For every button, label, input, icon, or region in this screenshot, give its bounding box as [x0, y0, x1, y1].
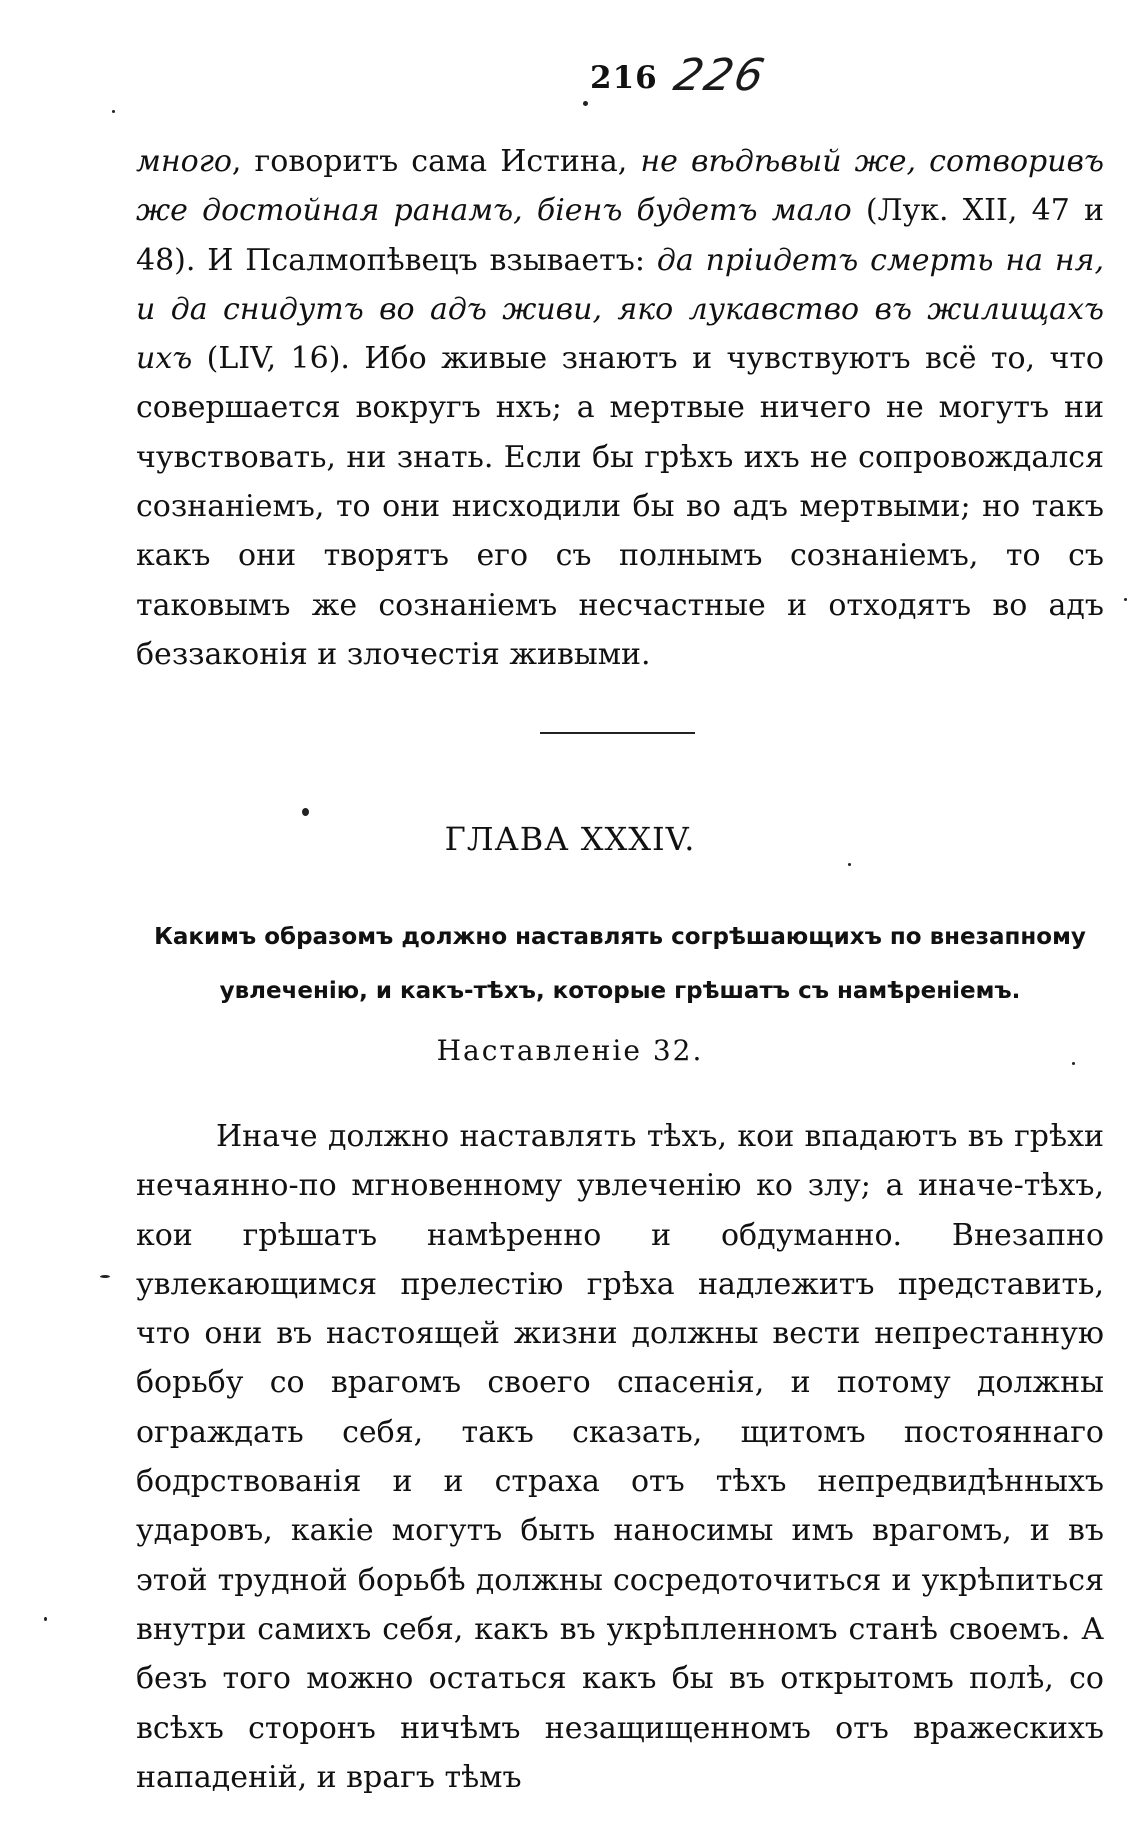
- chapter-heading: ГЛАВА XXXIV.: [444, 820, 696, 858]
- chapter-title: Какимъ образомъ должно наставлять согрѣшающихъ по внезапному увлеченію, и какъ-тѣхъ, которые грѣшатъ съ намѣреніемъ.: [154, 924, 1086, 1004]
- body-paragraph: Иначе должно наставлять тѣхъ, кои впадаютъ въ грѣхи нечаянно-по мгновенному увлеченію ко злу; а иначе-тѣхъ, кои грѣшатъ намѣренно и обдуманно. Внезапно увлекающимся прелестію грѣха надлежитъ представить, что они въ настоящей жизни должны вести непрестанную борьбу со врагомъ своего спасенія, и потому должны ограждать себя, такъ сказать, щитомъ постояннаго бодрствованія и и страха отъ тѣхъ непредвидѣнныхъ ударовъ, какіе могутъ быть наносимы имъ врагомъ, и въ этой трудной борьбѣ должны сосредоточиться и укрѣпиться внутри самихъ себя, какъ въ укрѣпленномъ станѣ своемъ. А безъ того можно остаться какъ бы въ открытомъ полѣ, со всѣхъ сторонъ ничѣмъ незащищенномъ отъ вражескихъ нападеній, и врагъ тѣмъ: [136, 1119, 1104, 1795]
- page-number: 216: [590, 60, 658, 96]
- print-speck: [112, 110, 115, 113]
- print-speck: [848, 863, 851, 866]
- continued-paragraph: [136, 137, 1104, 679]
- section-divider: [540, 732, 695, 734]
- text-fragment: (Лук. XII, 47 и 48). И Псалмопѣвецъ взываетъ:: [136, 193, 1105, 278]
- italic-quote: да пріидетъ смерть на ня, и да снидутъ во адъ живи, яко лукавство въ жилищахъ ихъ: [136, 242, 1104, 377]
- italic-quote: не вѣдѣвый же, сотворивъ же достойная ранамъ, біенъ будетъ мало: [136, 144, 1104, 229]
- page-header: [560, 50, 860, 120]
- print-speck: [1072, 1062, 1075, 1065]
- print-speck: [44, 1617, 47, 1621]
- instruction-heading: Наставленіе 32.: [436, 1034, 704, 1067]
- text-fragment: , говоритъ сама Истина,: [231, 144, 641, 179]
- text-fragment: (LIV, 16). Ибо живые знаютъ и чувствуютъ всё то, что совершается вокругъ нхъ; а мертвые ничего не могутъ ни чувствовать, ни знать. Если бы грѣхъ ихъ не сопровождался сознаніемъ, то они нисходили бы во адъ мертвыми; но такъ какъ они творятъ его съ полнымъ сознаніемъ, то съ таковымъ же сознаніемъ несчастные и отходятъ во адъ беззаконія и злочестія живыми.: [136, 341, 1104, 672]
- print-speck: [583, 101, 588, 106]
- print-speck: [1124, 598, 1127, 601]
- print-speck: [302, 808, 309, 816]
- italic-fragment: много: [136, 144, 232, 179]
- handwritten-page-number: 226: [669, 50, 771, 101]
- print-speck: [100, 1275, 110, 1278]
